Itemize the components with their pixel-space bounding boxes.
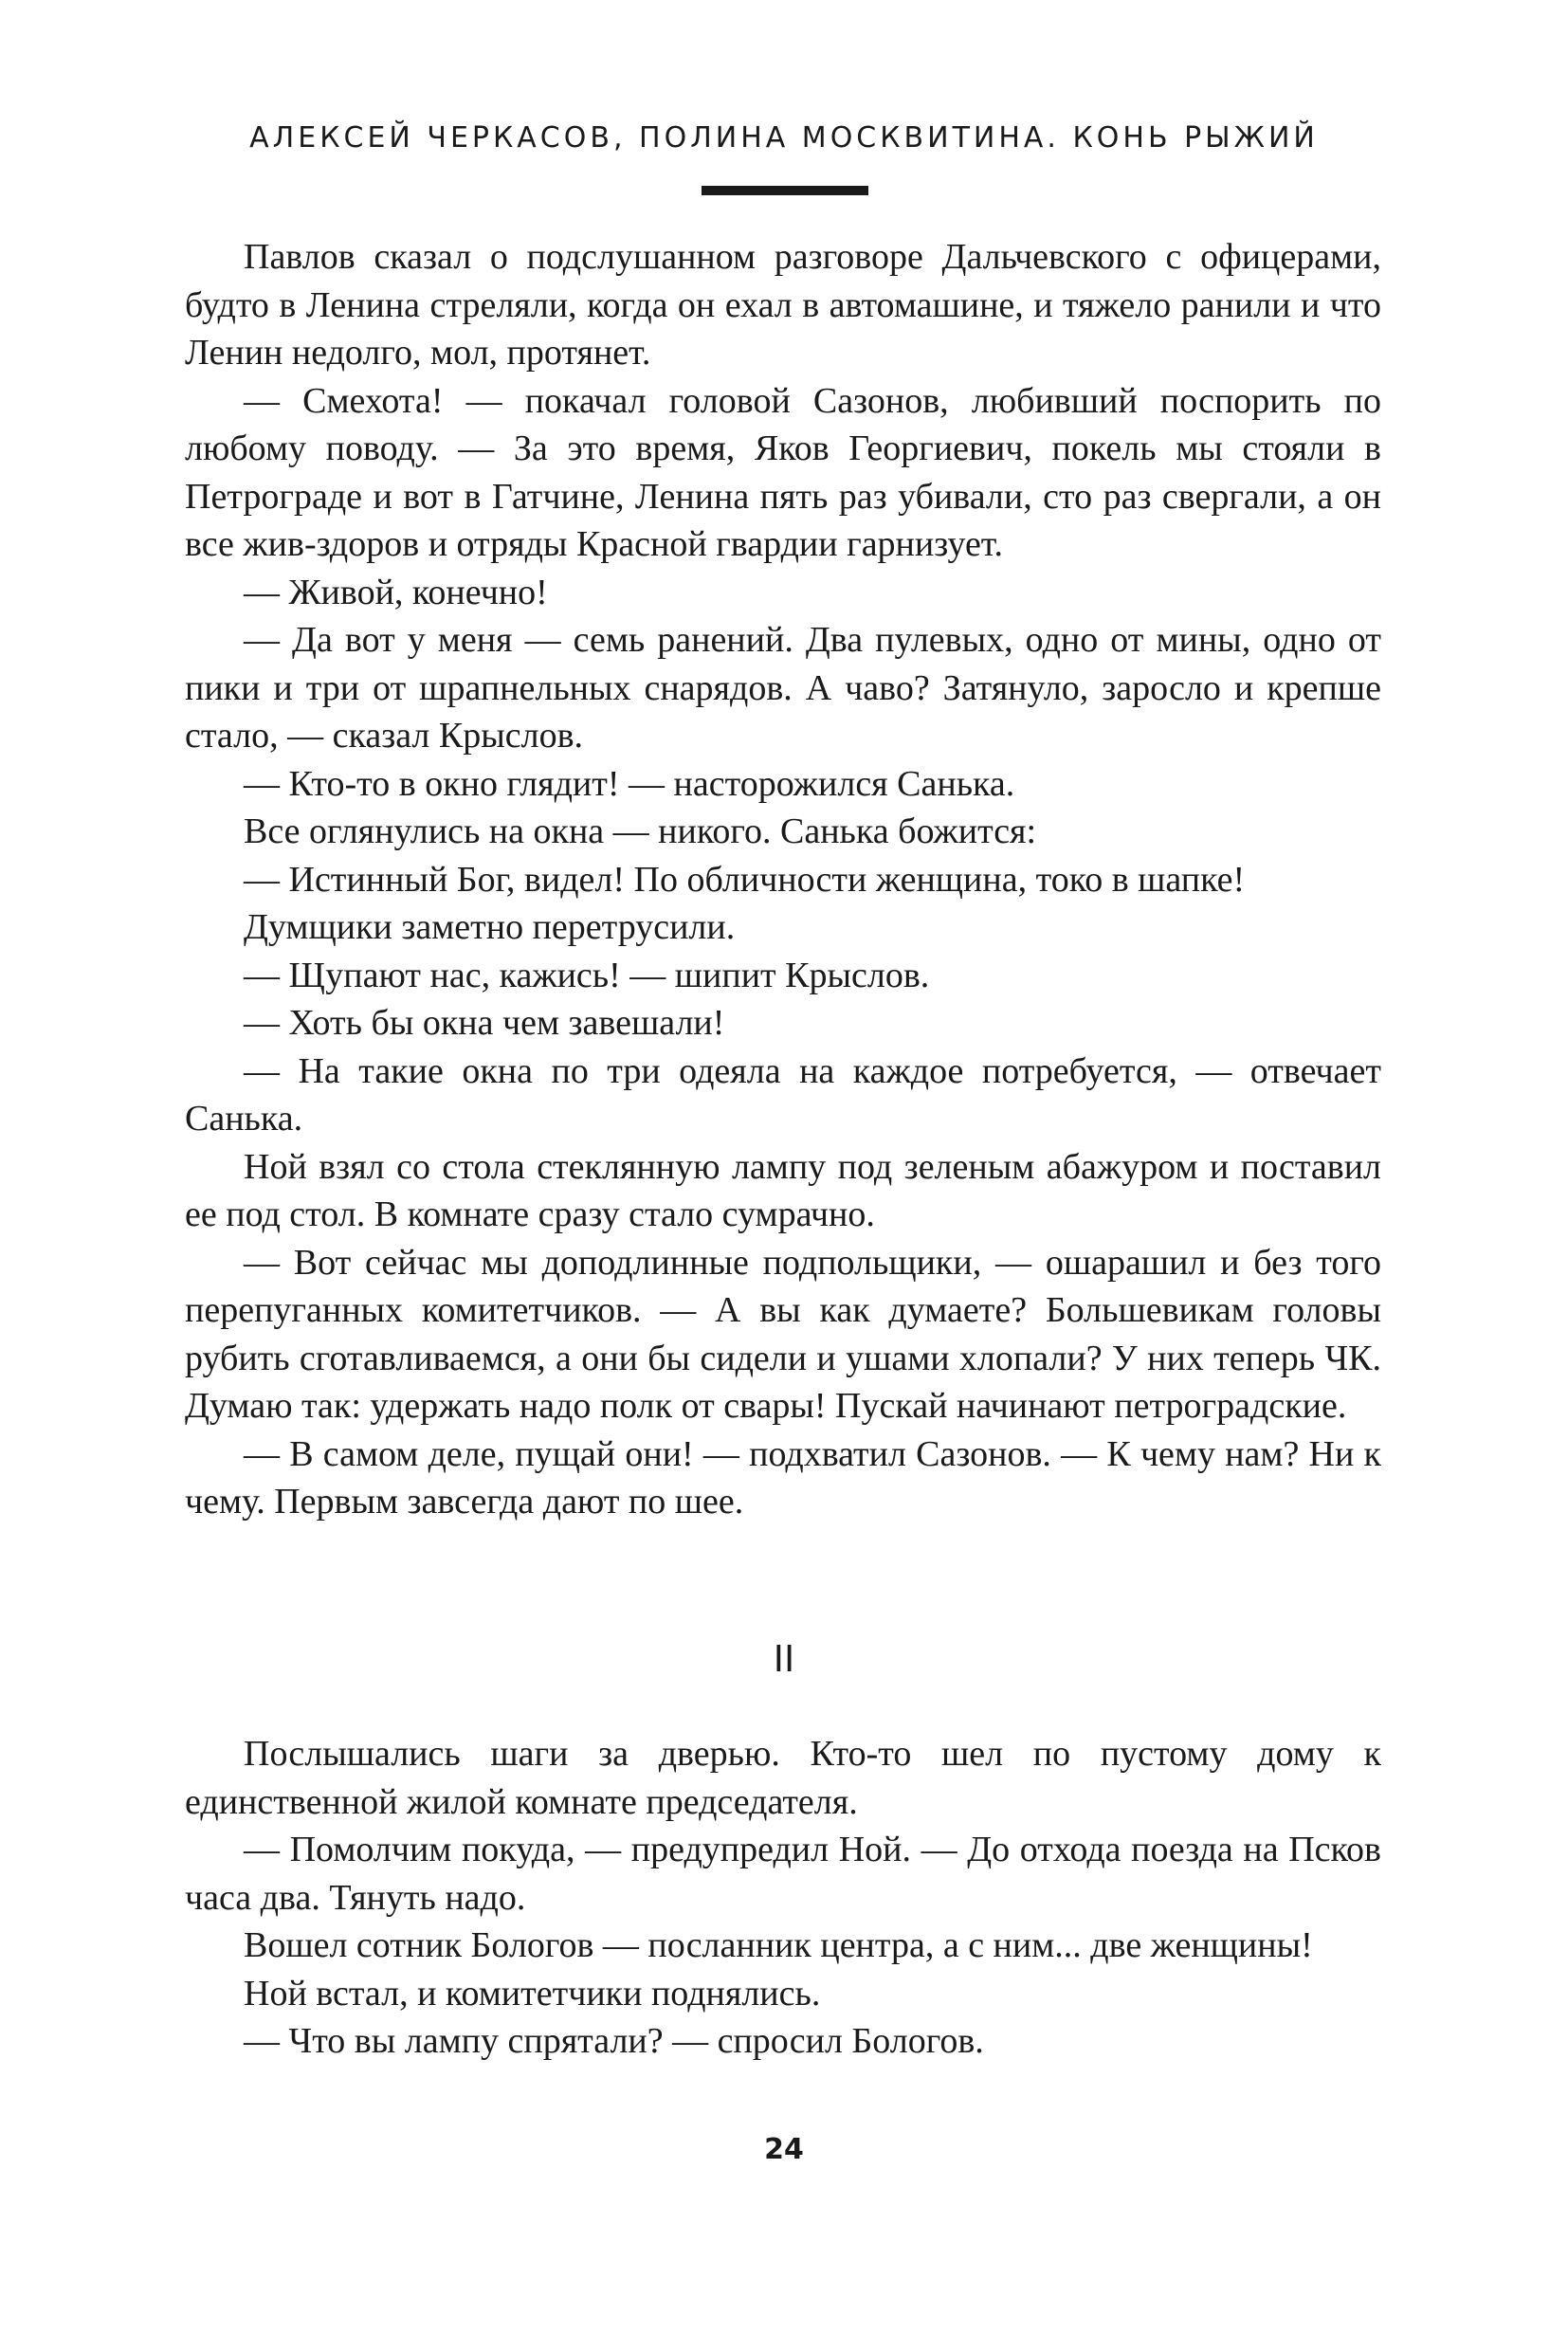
header-rule xyxy=(702,186,868,195)
paragraph: — В самом деле, пущай они! — подхватил Сазонов. — К чему нам? Ни к чему. Первым завсегда дают по шее. xyxy=(185,1433,1381,1522)
paragraph: — Щупают нас, кажись! — шипит Крыслов. xyxy=(244,955,930,995)
paragraph: — На такие окна по три одеяла на каждое потребуется, — отвечает Санька. xyxy=(185,1050,1381,1139)
paragraph: — Истинный Бог, видел! По обличности женщина, токо в шапке! xyxy=(244,859,1246,900)
paragraph: — Смехота! — покачал головой Сазонов, любивший поспорить по любому поводу. — За это время, Яков Георгиевич, покель мы стояли в Петрограде и вот в Гатчине, Ленина пять раз убивали, сто раз свергали, а он все жив-здоров и отряды Красной гвардии гарнизует. xyxy=(185,380,1381,564)
paragraph: Послышались шаги за дверью. Кто-то шел по пустому дому к единственной жилой комнате председателя. xyxy=(185,1734,1381,1822)
running-head: АЛЕКСЕЙ ЧЕРКАСОВ, ПОЛИНА МОСКВИТИНА. КОНЬ РЫЖИЙ xyxy=(249,121,1319,155)
paragraph: — Вот сейчас мы доподлинные подпольщики, — ошарашил и без того перепуганных комитетчиков. — А вы как думаете? Большевикам головы рубить сготавливаемся, а они бы сидели и ушами хлопали? У них теперь ЧК. Думаю так: удержать надо полк от свары! Пускай начинают петроградские. xyxy=(185,1242,1381,1426)
paragraph: — Да вот у меня — семь ранений. Два пулевых, одно от мины, одно от пики и три от шрапнельных снарядов. А чаво? Затянуло, заросло и крепше стало, — сказал Крыслов. xyxy=(185,620,1381,756)
paragraph: Павлов сказал о подслушанном разговоре Дальчевского с офицерами, будто в Ленина стреляли, когда он ехал в автомашине, и тяжело ранили и что Ленин недолго, мол, протянет. xyxy=(185,237,1381,373)
paragraph: — Помолчим покуда, — предупредил Ной. — До отхода поезда на Псков часа два. Тянуть надо. xyxy=(185,1830,1381,1918)
paragraph: — Кто-то в окно глядит! — насторожился Санька. xyxy=(244,763,1015,804)
paragraph: — Живой, конечно! xyxy=(244,572,548,612)
paragraph: Ной встал, и комитетчики поднялись. xyxy=(244,1973,821,2014)
paragraph: Все оглянулись на окна — никого. Санька божится: xyxy=(244,811,1037,851)
paragraph: — Хоть бы окна чем завешали! xyxy=(244,1003,725,1043)
paragraph: Думщики заметно перетрусили. xyxy=(244,907,736,947)
paragraph: Ной взял со стола стеклянную лампу под зеленым абажуром и поставил ее под стол. В комнате сразу стало сумрачно. xyxy=(185,1146,1381,1234)
body-text-first xyxy=(185,233,1381,1526)
paragraph: Вошел сотник Бологов — посланник центра, а с ним... две женщины! xyxy=(244,1925,1313,1965)
section-heading: II xyxy=(773,1638,795,1680)
body-text-second xyxy=(185,1730,1381,2066)
page-number: 24 xyxy=(764,2133,804,2166)
paragraph: — Что вы лампу спрятали? — спросил Бологов. xyxy=(244,2021,984,2061)
